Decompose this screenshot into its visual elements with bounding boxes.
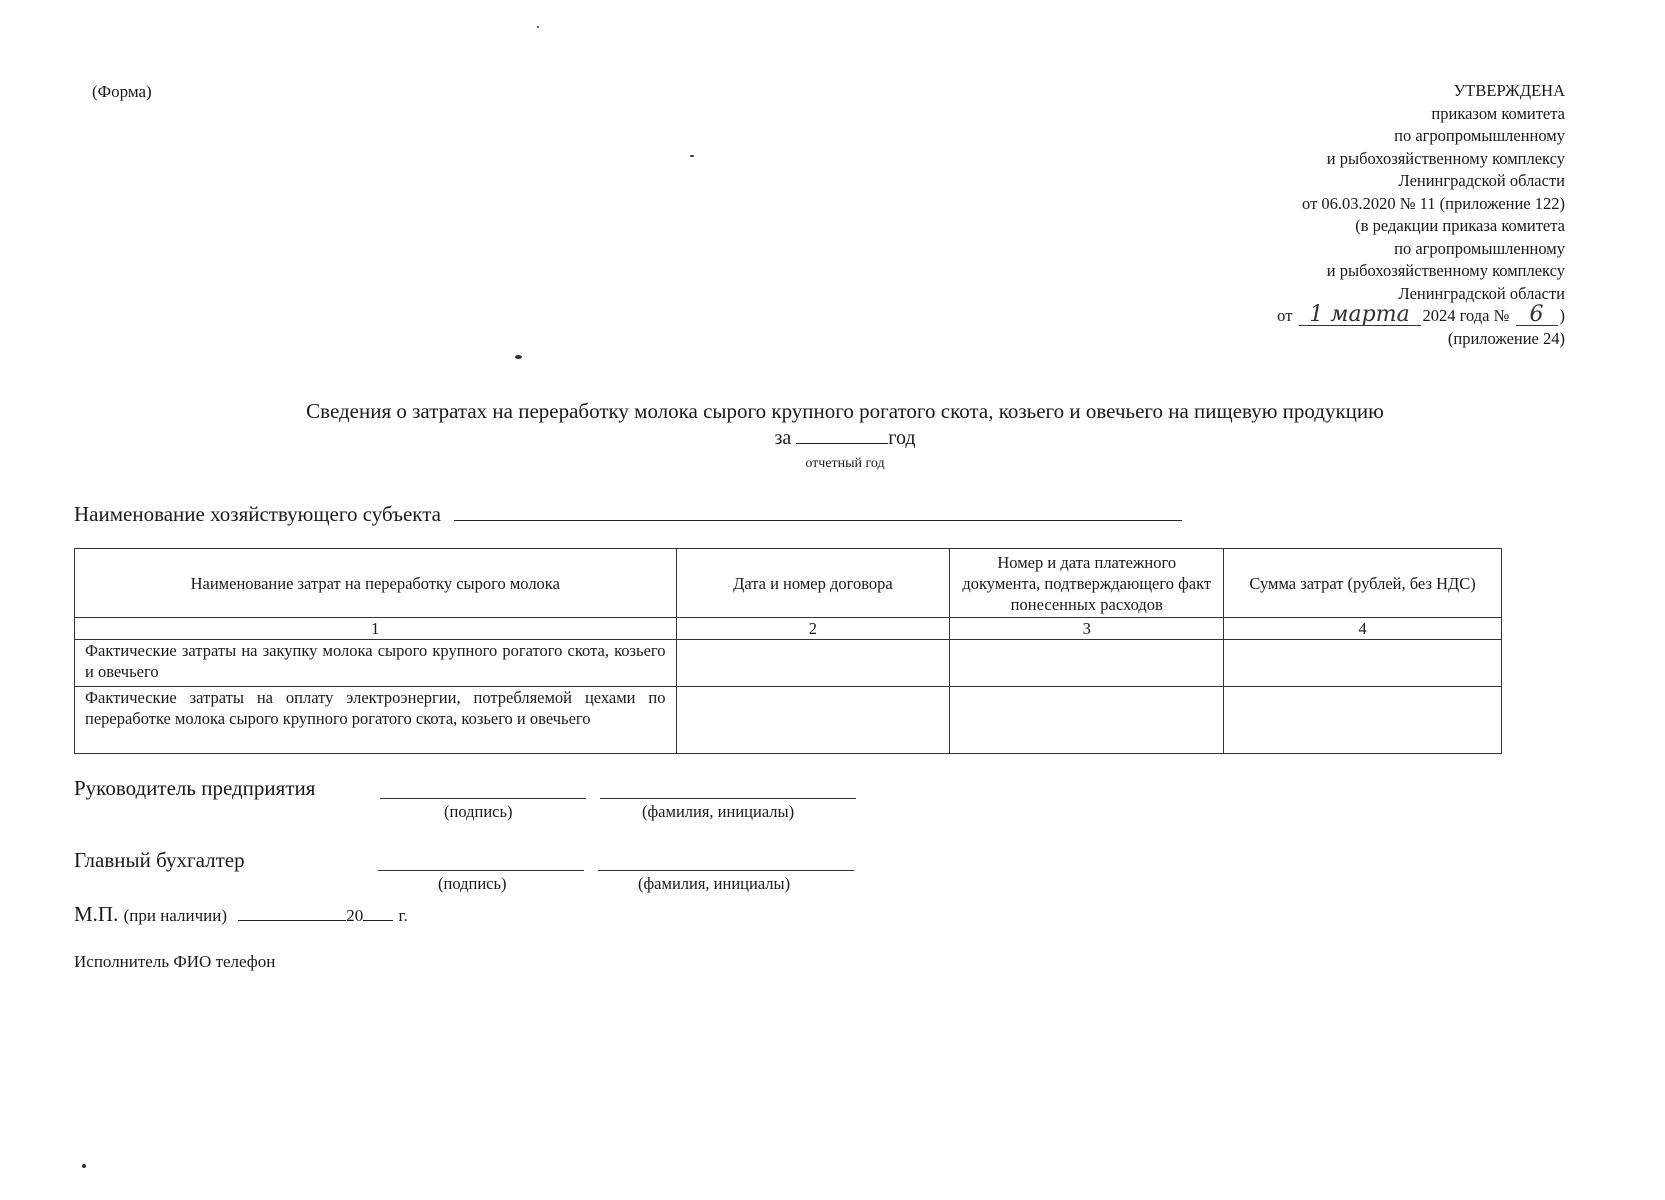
cost-name-cell: Фактические затраты на оплату электроэнергии, потребляемой цехами по переработке молока сырого крупного рогатого скота, козьего и овечьего xyxy=(75,687,677,754)
handwritten-date: 1 марта xyxy=(1299,305,1421,326)
amount-cell[interactable] xyxy=(1224,640,1502,687)
director-name-field[interactable] xyxy=(600,798,856,799)
costs-table xyxy=(74,548,1502,754)
column-header-contract: Дата и номер договора xyxy=(676,549,950,618)
table-header-row xyxy=(75,549,1502,618)
handwritten-number: 6 xyxy=(1516,305,1558,326)
column-header-cost-name: Наименование затрат на переработку сырого молока xyxy=(75,549,677,618)
accountant-signature-hint: (подпись) xyxy=(438,874,507,893)
report-year-line xyxy=(0,427,1665,450)
column-header-payment-doc: Номер и дата платежного документа, подтверждающего факт понесенных расходов xyxy=(950,549,1224,618)
scan-speck xyxy=(690,155,694,157)
edition-year-text: 2024 года № xyxy=(1422,306,1510,325)
column-number-row xyxy=(75,618,1502,640)
stamp-note: (при наличии) xyxy=(123,906,227,925)
director-signature-field[interactable] xyxy=(380,798,586,799)
payment-doc-cell[interactable] xyxy=(950,640,1224,687)
column-number: 3 xyxy=(950,618,1224,640)
accountant-name-hint: (фамилия, инициалы) xyxy=(638,874,791,893)
entity-line xyxy=(74,502,1182,527)
stamp-year-suffix: г. xyxy=(398,906,408,925)
approval-line: и рыбохозяйственному комплексу xyxy=(1326,148,1565,168)
amount-cell[interactable] xyxy=(1224,687,1502,754)
document-title: Сведения о затратах на переработку молока сырого крупного рогатого скота, козьего и овечьего на пищевую продукцию xyxy=(306,399,1384,423)
approval-line: от 06.03.2020 № 11 (приложение 122) xyxy=(1302,193,1565,213)
report-year-field[interactable] xyxy=(796,427,888,444)
payment-doc-cell[interactable] xyxy=(950,687,1224,754)
year-prefix: за xyxy=(774,427,792,449)
entity-name-field[interactable] xyxy=(454,504,1182,521)
stamp-year-prefix: 20 xyxy=(346,906,364,925)
form-label: (Форма) xyxy=(92,82,152,101)
approval-line: Ленинградской области xyxy=(1398,283,1565,303)
edition-date-line xyxy=(1085,302,1565,328)
scan-speck xyxy=(515,355,522,359)
director-name-hint: (фамилия, инициалы) xyxy=(642,802,795,821)
accountant-label: Главный бухгалтер xyxy=(74,848,245,872)
column-number: 4 xyxy=(1224,618,1502,640)
approval-line: (в редакции приказа комитета xyxy=(1355,216,1565,235)
edition-suffix: ) xyxy=(1559,306,1565,325)
column-header-amount: Сумма затрат (рублей, без НДС) xyxy=(1224,549,1502,618)
cost-name-cell: Фактические затраты на закупку молока сырого крупного рогатого скота, козьего и овечьего xyxy=(75,640,677,687)
approval-line: и рыбохозяйственному комплексу xyxy=(1326,261,1565,280)
table-row xyxy=(75,640,1502,687)
report-year-hint: отчетный год xyxy=(805,456,885,471)
table-row xyxy=(75,687,1502,754)
accountant-name-field[interactable] xyxy=(598,870,854,871)
entity-label: Наименование хозяйствующего субъекта xyxy=(74,502,441,526)
year-suffix: год xyxy=(888,427,916,449)
stamp-label: М.П. xyxy=(74,902,119,926)
scan-speck xyxy=(537,26,539,28)
appendix-label: (приложение 24) xyxy=(1447,328,1565,348)
column-number: 1 xyxy=(75,618,677,640)
approval-line: по агропромышленному xyxy=(1394,126,1565,145)
scan-speck xyxy=(82,1164,86,1168)
director-signature-hint: (подпись) xyxy=(444,802,513,821)
contract-cell[interactable] xyxy=(676,687,950,754)
director-label: Руководитель предприятия xyxy=(74,776,316,800)
accountant-signature-field[interactable] xyxy=(378,870,584,871)
contract-cell[interactable] xyxy=(676,640,950,687)
approval-block xyxy=(1085,80,1565,350)
approval-line: Ленинградской области xyxy=(1398,171,1565,190)
edition-prefix: от xyxy=(1277,306,1293,325)
executor-line: Исполнитель ФИО телефон xyxy=(74,952,276,971)
stamp-year-field[interactable] xyxy=(363,906,393,921)
approval-line: приказом комитета xyxy=(1431,103,1565,123)
approval-line: УТВЕРЖДЕНА xyxy=(1453,81,1565,100)
stamp-line xyxy=(74,902,408,927)
column-number: 2 xyxy=(676,618,950,640)
approval-line: по агропромышленному xyxy=(1394,238,1565,258)
stamp-date-field[interactable] xyxy=(238,906,346,921)
